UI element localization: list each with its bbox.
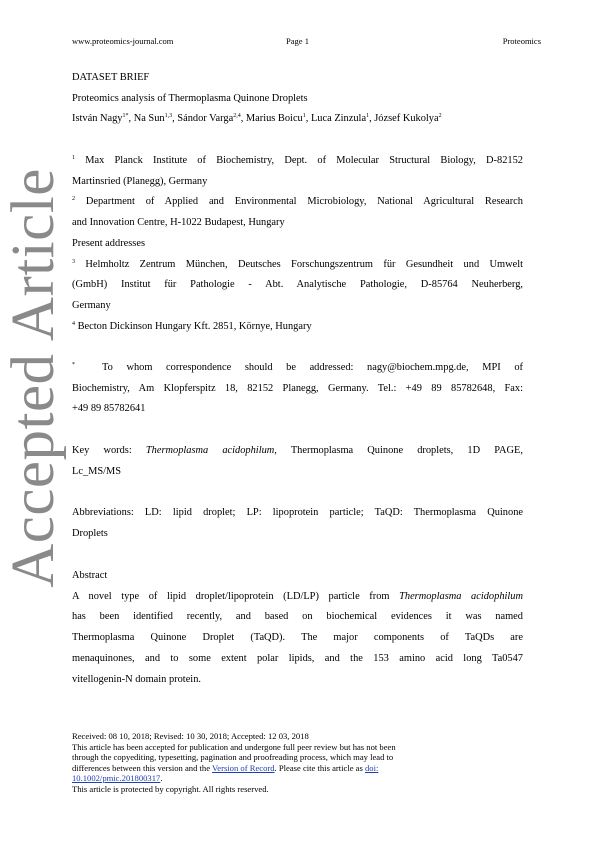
author-name: Marius Boicu (245, 113, 303, 125)
abstract (72, 566, 523, 690)
article-type: DATASET BRIEF (72, 72, 150, 83)
footer-line3: through the copyediting, typesetting, pagination and proofreading process, which may lead to (72, 752, 394, 762)
article-title: Proteomics analysis of Thermoplasma Quinone Droplets (72, 92, 308, 104)
journal-name: Proteomics (502, 36, 541, 46)
abbreviations (72, 503, 523, 544)
author-affiliation-marker: 1* (122, 113, 129, 120)
affiliation-3: $^3$ Helmholtz Zentrum München, Deutsches Forschungszentrum für Gesundheit und Umwelt (72, 258, 523, 270)
abstract-heading: Abstract (72, 570, 108, 581)
abbreviations-line1: Abbreviations: LD: lipid droplet; LP: lipoprotein particle; TaQD: Thermoplasma Quinone (72, 507, 523, 518)
present-addresses-label: Present addresses (72, 237, 146, 249)
abstract-line2: has been identified recently, and based on biochemical evidences it was named (72, 611, 523, 623)
article-footer (72, 731, 532, 794)
footer-line4: differences between this version and the Version of Record. Please cite this article as doi: (72, 762, 379, 773)
author-name: Na Sun (133, 113, 165, 125)
author-name: Luca Zinzula (310, 113, 367, 125)
keywords-line2: Lc_MS/MS (72, 465, 122, 477)
author-affiliation-marker: 1 (366, 113, 370, 120)
keywords-line1: Key words: Thermoplasma acidophilum, Thermoplasma Quinone droplets, 1D PAGE, (72, 445, 523, 456)
affiliation-3-line3: Germany (72, 299, 111, 311)
author-affiliation-marker: 1 (302, 113, 306, 120)
affiliation-1-line2: Martinsried (Planegg), Germany (72, 175, 208, 187)
author-name: József Kukolya (374, 113, 439, 125)
doi-link[interactable]: 10.1002/pmic.201800317 (72, 773, 161, 783)
doi-link-prefix[interactable]: doi: (365, 762, 379, 773)
author-name: Sándor Varga (177, 113, 234, 125)
author-affiliation-marker: 2,4 (233, 113, 241, 120)
version-of-record-link[interactable]: Version of Record (212, 762, 275, 773)
journal-url: www.proteomics-journal.com (72, 36, 174, 46)
footer-line2: This article has been accepted for publication and undergone full peer review but has not been (72, 741, 396, 752)
correspondence (72, 358, 523, 420)
affiliation-2: $^2$ Department of Applied and Environmental Microbiology, National Agricultural Research (72, 196, 523, 208)
author-list: István Nagy$^{1*}$, Na Sun$^{1,3}$, Sándor Varga$^{2,4}$, Marius Boicu$^1$, Luca Zinzula$^1$, József Kukolya$^2$ (72, 113, 442, 125)
keywords (72, 441, 523, 482)
correspondence-line1: * To whom correspondence should be addressed: nagy@biochem.mpg.de, MPI of (72, 362, 523, 373)
abstract-line4: menaquinones, and to some extent polar lipids, and the 153 amino acid long Ta0547 (72, 652, 523, 664)
abstract-line5: vitellogenin-N domain protein. (72, 673, 201, 685)
footer-line5: 10.1002/pmic.201800317. (72, 773, 163, 783)
author-name: István Nagy (72, 113, 123, 125)
author-affiliation-marker: 2 (438, 113, 442, 120)
correspondence-line3: +49 89 85782641 (72, 403, 146, 415)
received-dates: Received: 08 10, 2018; Revised: 10 30, 2018; Accepted: 12 03, 2018 (72, 731, 309, 741)
affiliation-4: $^4$ Becton Dickinson Hungary Kft. 2851, Környe, Hungary (72, 320, 312, 332)
affiliation-3-line2: (GmbH) Institut für Pathologie - Abt. Analytische Pathologie, D-85764 Neuherberg, (72, 279, 523, 291)
correspondence-line2: Biochemistry, Am Klopferspitz 18, 82152 Planegg, Germany. Tel.: +49 89 85782648, Fax: (72, 382, 523, 394)
page-number: Page 1 (286, 36, 309, 46)
abstract-line3: Thermoplasma Quinone Droplet (TaQD). The major components of TaQDs are (72, 632, 523, 644)
affiliation-2-line2: and Innovation Centre, H-1022 Budapest, Hungary (72, 217, 285, 229)
affiliations (72, 151, 523, 337)
affiliation-1: $^1$ Max Planck Institute of Biochemistry, Dept. of Molecular Structural Biology, D-82152 (72, 155, 523, 166)
author-affiliation-marker: 1,3 (164, 113, 173, 120)
abstract-line1: A novel type of lipid droplet/lipoprotein (LD/LP) particle from Thermoplasma acidophilum (72, 590, 523, 602)
copyright-notice: This article is protected by copyright. All rights reserved. (72, 783, 269, 794)
abbreviations-line2: Droplets (72, 527, 108, 539)
